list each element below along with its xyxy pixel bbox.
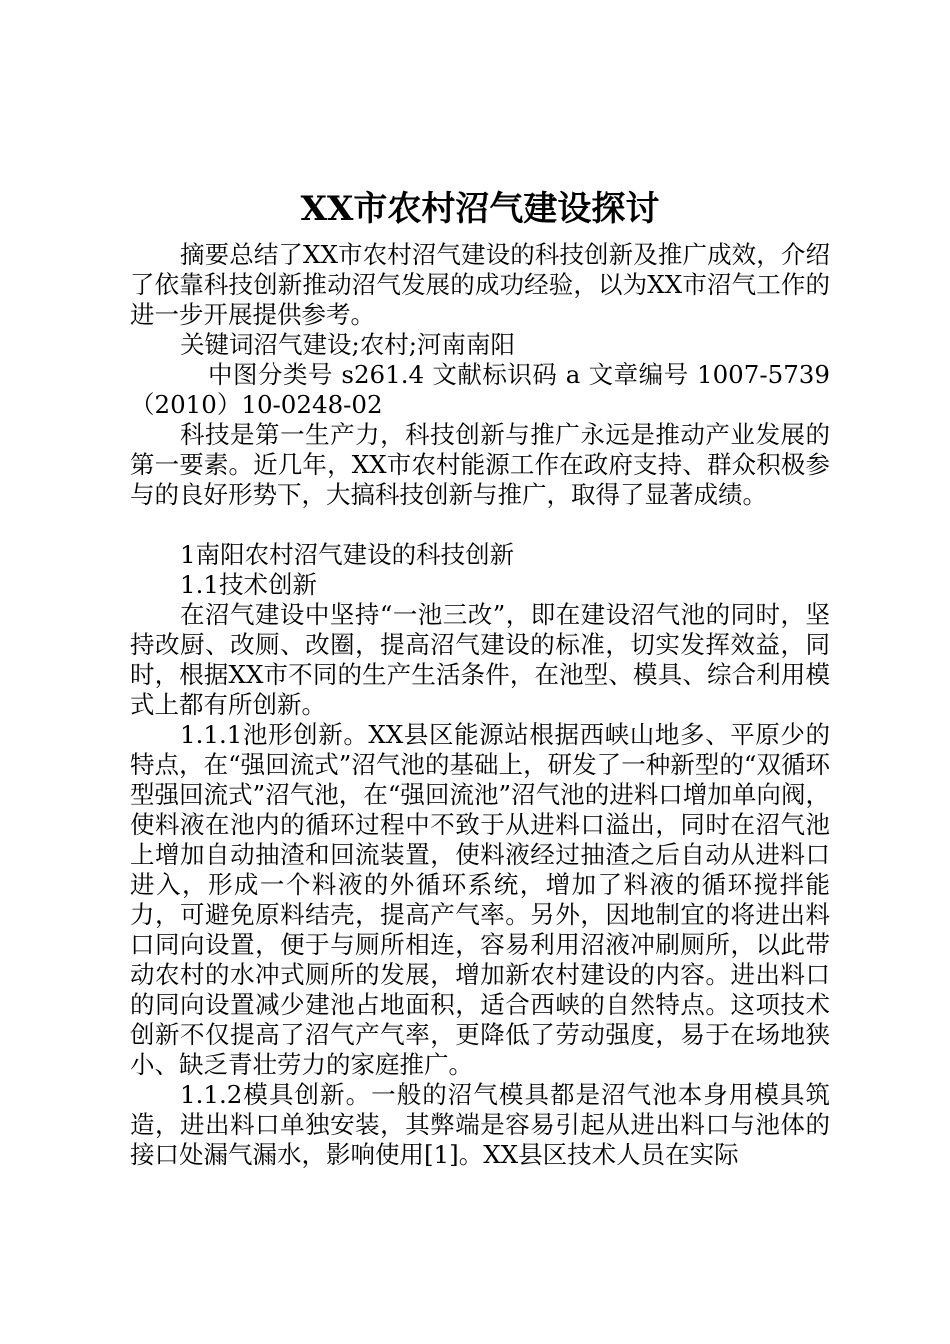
classification-line: 中图分类号 s261.4 文献标识码 a 文章编号 1007-5739（2010）10-0248-02 [130, 360, 830, 419]
document-page [130, 178, 830, 1170]
section-1-1-2-paragraph: 1.1.2模具创新。一般的沼气模具都是沼气池本身用模具筑造，进出料口单独安装，其弊端是容易引起从进出料口与池体的接口处漏气漏水，影响使用[1]。XX县区技术人员在实际 [130, 1080, 830, 1169]
section-heading-1-1: 1.1技术创新 [180, 570, 317, 599]
section-heading-1: 1南阳农村沼气建设的科技创新 [180, 540, 515, 569]
keywords-line: 关键词沼气建设;农村;河南南阳 [180, 330, 516, 359]
section-1-1-paragraph: 在沼气建设中坚持“一池三改”，即在建设沼气池的同时，坚持改厨、改厕、改圈，提高沼气建设的标准，切实发挥效益，同时，根据XX市不同的生产生活条件，在池型、模具、综合利用模式上都有所创新。 [130, 600, 830, 719]
abstract-paragraph: 摘要总结了XX市农村沼气建设的科技创新及推广成效，介绍了依靠科技创新推动沼气发展的成功经验，以为XX市沼气工作的进一步开展提供参考。 [130, 240, 830, 329]
page-title: XX市农村沼气建设探讨 [300, 189, 660, 229]
intro-paragraph: 科技是第一生产力，科技创新与推广永远是推动产业发展的第一要素。近几年，XX市农村能源工作在政府支持、群众积极参与的良好形势下，大搞科技创新与推广，取得了显著成绩。 [130, 420, 830, 509]
paragraph-spacer [130, 510, 830, 540]
section-1-1-1-paragraph: 1.1.1池形创新。XX县区能源站根据西峡山地多、平原少的特点，在“强回流式”沼气池的基础上，研发了一种新型的“双循环型强回流式”沼气池，在“强回流池”沼气池的进料口增加单向阀，使料液在池内的循环过程中不致于从进料口溢出，同时在沼气池上增加自动抽渣和回流装置，使料液经过抽渣之后自动从进料口进入，形成一个料液的外循环系统，增加了料液的循环搅拌能力，可避免原料结壳，提高产气率。另外，因地制宜的将进出料口同向设置，便于与厕所相连，容易利用沼液冲刷厕所，以此带动农村的水冲式厕所的发展，增加新农村建设的内容。进出料口的同向设置减少建池占地面积，适合西峡的自然特点。这项技术创新不仅提高了沼气产气率，更降低了劳动强度，易于在场地狭小、缺乏青壮劳力的家庭推广。 [130, 720, 830, 1079]
